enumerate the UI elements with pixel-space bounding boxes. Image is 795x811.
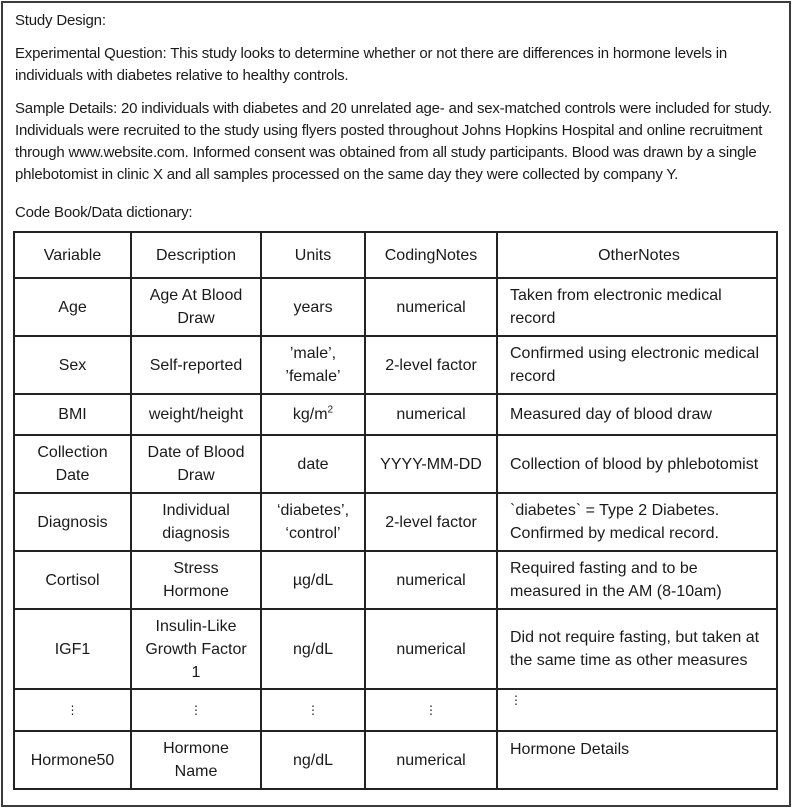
cell-variable: Diagnosis	[14, 493, 131, 551]
cell-coding: 2-level factor	[365, 336, 497, 394]
study-design-heading: Study Design:	[15, 12, 106, 29]
cell-notes: `diabetes` = Type 2 Diabetes. Confirmed by medical record.	[497, 493, 777, 551]
header-coding-notes: CodingNotes	[365, 232, 497, 278]
cell-description: Hormone Name	[131, 731, 261, 789]
cell-coding-ellipsis: ⋮	[365, 689, 497, 731]
codebook-table	[13, 231, 778, 790]
cell-variable: Collection Date	[14, 435, 131, 493]
cell-units: ’male’, ’female’	[261, 336, 365, 394]
cell-units: date	[261, 435, 365, 493]
cell-notes-ellipsis: ⋮	[497, 689, 777, 731]
cell-variable: BMI	[14, 394, 131, 435]
codebook-heading: Code Book/Data dictionary:	[15, 204, 193, 221]
cell-notes: Required fasting and to be measured in the AM (8-10am)	[497, 551, 777, 609]
header-other-notes: OtherNotes	[497, 232, 777, 278]
cell-coding: numerical	[365, 551, 497, 609]
cell-variable-ellipsis: ⋮	[14, 689, 131, 731]
header-description: Description	[131, 232, 261, 278]
table-row	[14, 278, 777, 336]
table-row	[14, 731, 777, 789]
table-row	[14, 435, 777, 493]
table-row	[14, 336, 777, 394]
units-text: kg/m	[292, 406, 328, 423]
cell-coding: YYYY-MM-DD	[365, 435, 497, 493]
experimental-question: Experimental Question: This study looks to determine whether or not there are differences in hormone levels in individuals with diabetes relative to healthy controls.	[15, 45, 727, 84]
cell-notes: Measured day of blood draw	[497, 394, 777, 435]
cell-coding: 2-level factor	[365, 493, 497, 551]
cell-variable: IGF1	[14, 609, 131, 689]
cell-description: Date of Blood Draw	[131, 435, 261, 493]
cell-coding: numerical	[365, 731, 497, 789]
cell-description: Insulin-Like Growth Factor 1	[131, 609, 261, 689]
table-header-row	[14, 232, 777, 278]
cell-description: Stress Hormone	[131, 551, 261, 609]
cell-units: µg/dL	[261, 551, 365, 609]
table-row	[14, 551, 777, 609]
table-row	[14, 493, 777, 551]
header-variable: Variable	[14, 232, 131, 278]
cell-variable: Sex	[14, 336, 131, 394]
cell-notes: Taken from electronic medical record	[497, 278, 777, 336]
cell-coding: numerical	[365, 278, 497, 336]
cell-notes: Confirmed using electronic medical record	[497, 336, 777, 394]
cell-units-ellipsis: ⋮	[261, 689, 365, 731]
cell-coding: numerical	[365, 394, 497, 435]
cell-units: ‘diabetes’, ‘control’	[261, 493, 365, 551]
cell-notes: Did not require fasting, but taken at the same time as other measures	[497, 609, 777, 689]
cell-description: weight/height	[131, 394, 261, 435]
cell-description-ellipsis: ⋮	[131, 689, 261, 731]
cell-variable: Hormone50	[14, 731, 131, 789]
cell-description: Individual diagnosis	[131, 493, 261, 551]
cell-description: Self-reported	[131, 336, 261, 394]
cell-units	[261, 394, 365, 435]
table-row	[14, 394, 777, 435]
cell-units: ng/dL	[261, 731, 365, 789]
cell-units: ng/dL	[261, 609, 365, 689]
units-superscript: 2	[327, 404, 334, 416]
cell-description: Age At Blood Draw	[131, 278, 261, 336]
cell-units: years	[261, 278, 365, 336]
cell-notes: Hormone Details	[497, 731, 777, 789]
cell-variable: Age	[14, 278, 131, 336]
sample-details: Sample Details: 20 individuals with diabetes and 20 unrelated age- and sex-matched controls were included for study. Individuals were recruited to the study using flyers posted throughout Johns Hopkins Hospital and online recruitment through www.website.com. Informed consent was obtained from all study participants. Blood was drawn by a single phlebotomist in clinic X and all samples processed on the same day they were collected by company Y.	[15, 100, 772, 183]
header-units: Units	[261, 232, 365, 278]
cell-variable: Cortisol	[14, 551, 131, 609]
cell-coding: numerical	[365, 609, 497, 689]
cell-notes: Collection of blood by phlebotomist	[497, 435, 777, 493]
table-row-ellipsis	[14, 689, 777, 731]
table-row	[14, 609, 777, 689]
